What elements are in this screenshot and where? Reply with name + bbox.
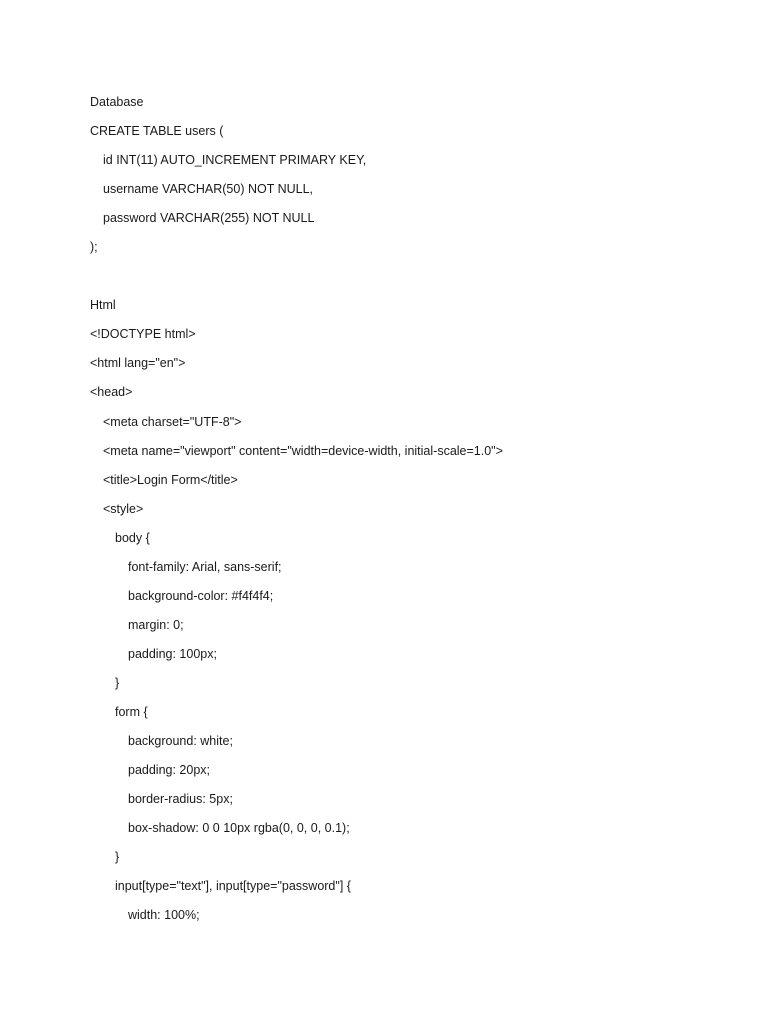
document-line: Database <box>90 95 144 109</box>
document-line: username VARCHAR(50) NOT NULL, <box>103 182 314 197</box>
document-line: id INT(11) AUTO_INCREMENT PRIMARY KEY, <box>103 153 367 168</box>
document-line: form { <box>115 704 148 719</box>
document-line: <title>Login Form</title> <box>103 472 238 487</box>
document-line: Html <box>90 298 116 313</box>
document-line: ); <box>90 240 98 255</box>
document-line: <meta charset="UTF-8"> <box>103 414 242 429</box>
document-line: font-family: Arial, sans-serif; <box>128 559 282 574</box>
document-line: width: 100%; <box>128 908 200 923</box>
document-line: margin: 0; <box>128 617 184 632</box>
document-line: <!DOCTYPE html> <box>90 327 196 342</box>
document-line: input[type="text"], input[type="password"] { <box>115 879 351 894</box>
document-line: padding: 20px; <box>128 763 211 778</box>
blank-line <box>90 268 730 297</box>
document-line: background-color: #f4f4f4; <box>128 588 274 603</box>
document-line: <html lang="en"> <box>90 356 186 371</box>
document-line: border-radius: 5px; <box>128 792 233 807</box>
document-line: } <box>115 850 120 865</box>
document-line: background: white; <box>128 734 233 749</box>
document-line: padding: 100px; <box>128 646 217 661</box>
document-line: CREATE TABLE users ( <box>90 124 224 139</box>
document-line: <meta name="viewport" content="width=device-width, initial-scale=1.0"> <box>103 443 503 458</box>
document-body <box>90 94 730 936</box>
document-line: box-shadow: 0 0 10px rgba(0, 0, 0, 0.1); <box>128 821 350 836</box>
document-line: password VARCHAR(255) NOT NULL <box>103 211 315 226</box>
document-line: } <box>115 675 120 690</box>
document-line: body { <box>115 530 150 545</box>
document-line: <style> <box>103 501 144 516</box>
document-line: <head> <box>90 385 133 400</box>
